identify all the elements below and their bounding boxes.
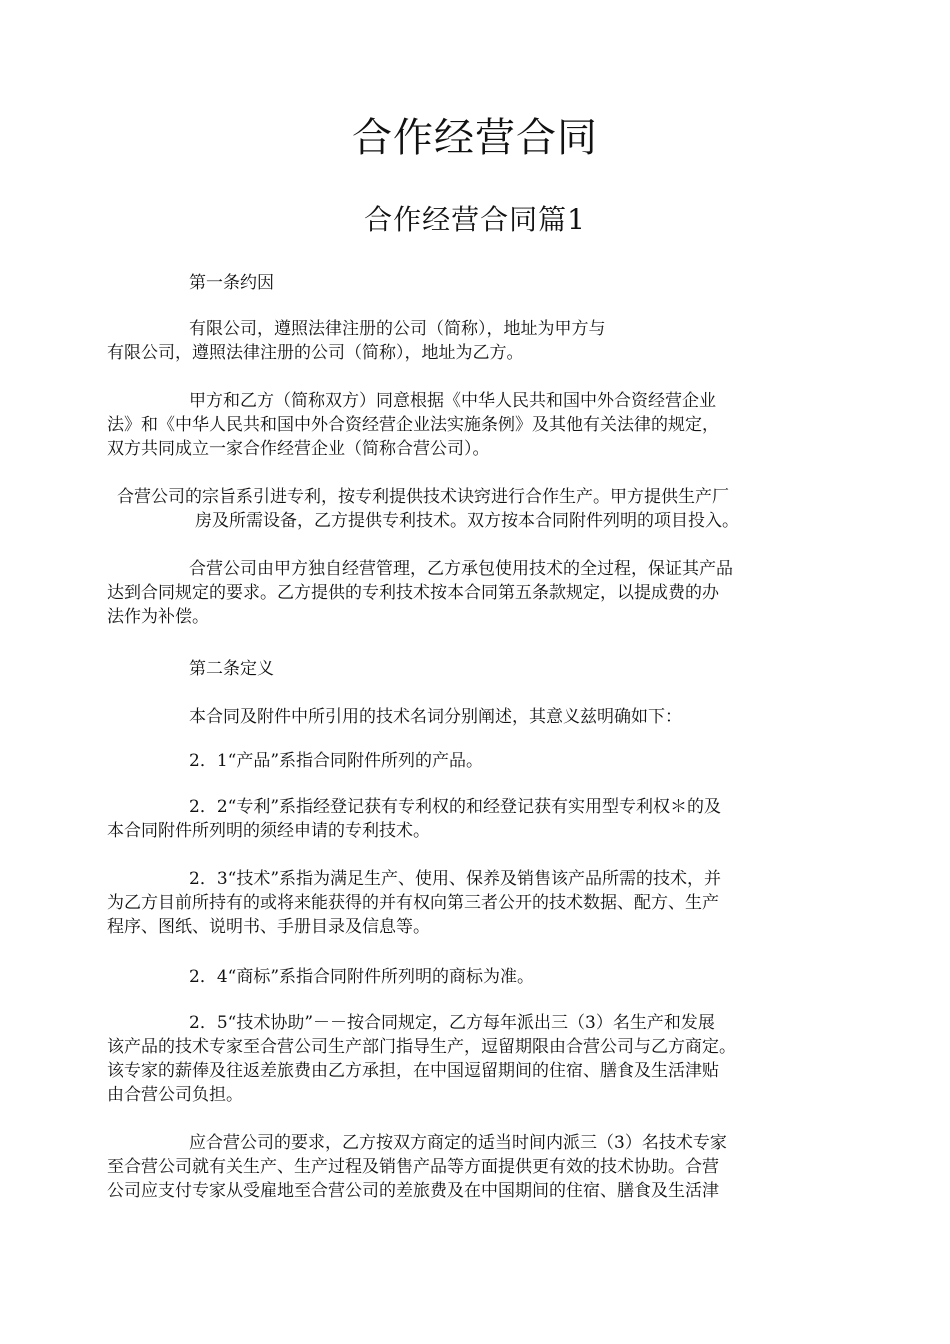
text-line: 达到合同规定的要求。乙方提供的专利技术按本合同第五条款规定，以提成费的办 (107, 583, 719, 603)
section-heading (107, 657, 852, 681)
paragraph (107, 1131, 852, 1203)
text-line: 应合营公司的要求，乙方按双方商定的适当时间内派三（3）名技术专家 (189, 1133, 727, 1153)
paragraph (107, 557, 852, 629)
paragraph (107, 389, 852, 461)
text-line: 第二条定义 (189, 659, 274, 679)
text-line: 双方共同成立一家合作经营企业（简称合营公司）。 (107, 439, 490, 459)
paragraph (107, 705, 852, 729)
text-line: 法》和《中华人民共和国中外合资经营企业法实施条例》及其他有关法律的规定， (107, 415, 719, 435)
paragraph (107, 317, 852, 365)
text-line: 第一条约因 (189, 273, 274, 293)
text-line: 房及所需设备，乙方提供专利技术。双方按本合同附件列明的项目投入。 (195, 511, 739, 531)
text-line: 为乙方目前所持有的或将来能获得的并有权向第三者公开的技术数据、配方、生产 (107, 893, 719, 913)
section-heading (107, 271, 852, 295)
text-line: 公司应支付专家从受雇地至合营公司的差旅费及在中国期间的住宿、膳食及生活津 (107, 1181, 719, 1201)
paragraph (107, 749, 852, 773)
text-line: 该产品的技术专家至合营公司生产部门指导生产，逗留期限由合营公司与乙方商定。 (107, 1037, 736, 1057)
paragraph (107, 485, 852, 533)
text-line: 至合营公司就有关生产、生产过程及销售产品等方面提供更有效的技术协助。合营 (107, 1157, 719, 1177)
text-line: 2．1“产品”系指合同附件所列的产品。 (189, 751, 484, 771)
paragraph (107, 965, 852, 989)
text-line: 程序、图纸、说明书、手册目录及信息等。 (107, 917, 430, 937)
text-line: 由合营公司负担。 (107, 1085, 243, 1105)
paragraph (107, 795, 852, 843)
text-line: 有限公司，遵照法律注册的公司（简称），地址为乙方。 (107, 343, 524, 363)
text-line: 合营公司的宗旨系引进专利，按专利提供技术诀窍进行合作生产。甲方提供生产厂 (117, 487, 729, 507)
text-line: 2．2“专利”系指经登记获有专利权的和经登记获有实用型专利权＊的及 (189, 797, 722, 817)
text-line: 本合同及附件中所引用的技术名词分别阐述，其意义兹明确如下： (189, 707, 682, 727)
text-line: 本合同附件所列明的须经申请的专利技术。 (107, 821, 430, 841)
text-line: 该专家的薪俸及往返差旅费由乙方承担，在中国逗留期间的住宿、膳食及生活津贴 (107, 1061, 719, 1081)
paragraph (107, 867, 852, 939)
paragraph (107, 1011, 852, 1107)
document-subtitle: 合作经营合同篇1 (364, 203, 586, 236)
text-line: 2．3“技术”系指为满足生产、使用、保养及销售该产品所需的技术，并 (189, 869, 722, 889)
text-line: 有限公司，遵照法律注册的公司（简称），地址为甲方与 (189, 319, 606, 339)
document-title: 合作经营合同 (352, 115, 598, 161)
text-line: 法作为补偿。 (107, 607, 209, 627)
text-line: 2．5“技术协助”－－按合同规定，乙方每年派出三（3）名生产和发展 (189, 1013, 715, 1033)
text-line: 甲方和乙方（简称双方）同意根据《中华人民共和国中外合资经营企业 (189, 391, 716, 411)
text-line: 合营公司由甲方独自经营管理，乙方承包使用技术的全过程，保证其产品 (189, 559, 733, 579)
text-line: 2．4“商标”系指合同附件所列明的商标为准。 (189, 967, 535, 987)
